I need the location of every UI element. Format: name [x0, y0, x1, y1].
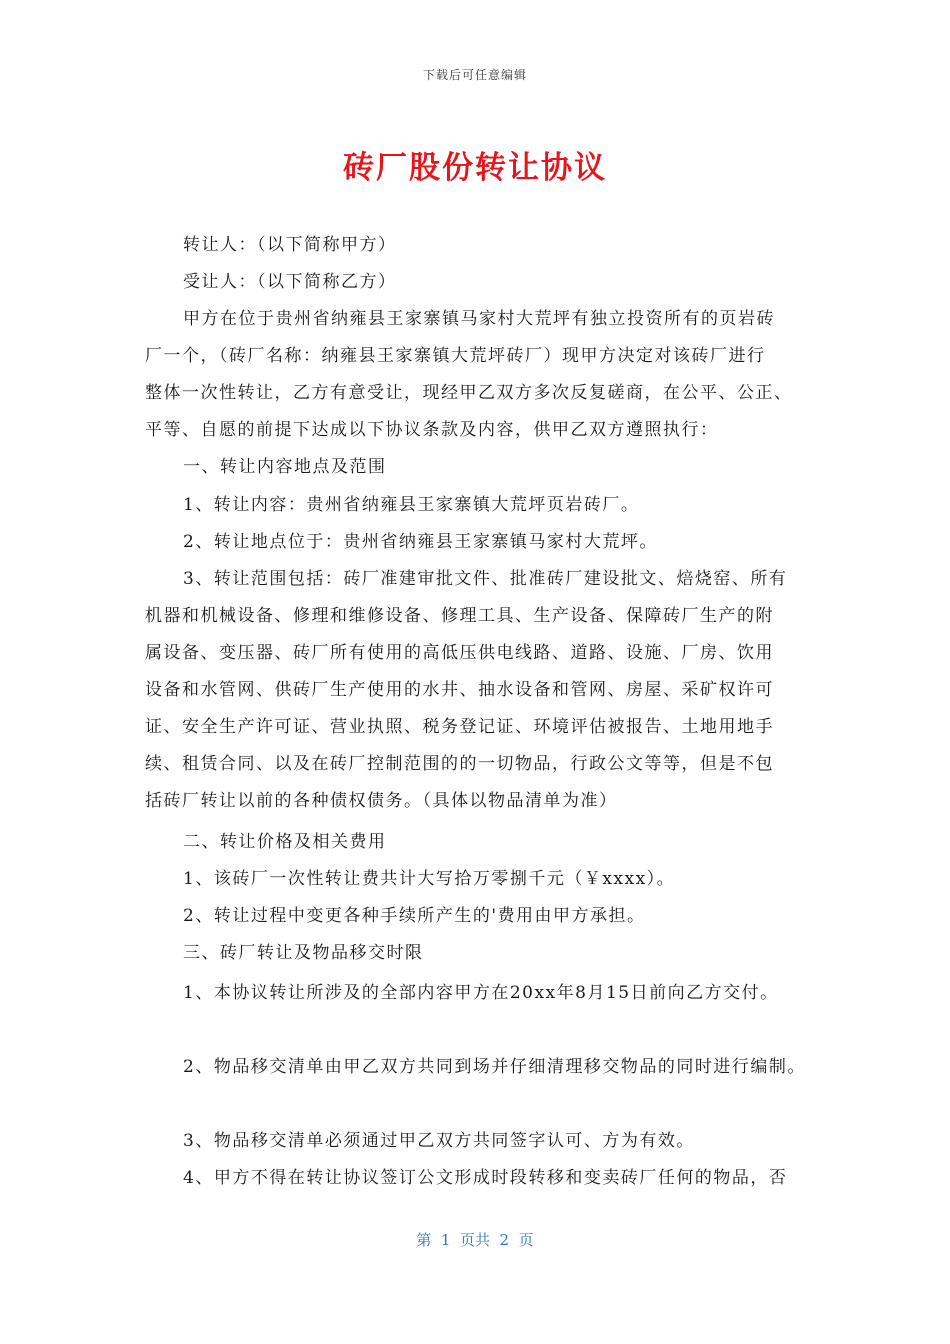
section-heading-3: 三、砖厂转让及物品移交时限: [183, 943, 424, 963]
clause-3-2: 2、物品移交清单由甲乙双方共同到场并仔细清理移交物品的同时进行编制。: [183, 1057, 806, 1077]
paragraph-line: 甲方在位于贵州省纳雍县王家寨镇马家村大荒坪有独立投资所有的页岩砖: [183, 309, 775, 329]
clause-3-3: 3、物品移交清单必须通过甲乙双方共同签字认可、方为有效。: [183, 1131, 695, 1151]
clause-1-2: 2、转让地点位于：贵州省纳雍县王家寨镇马家村大荒坪。: [183, 532, 658, 552]
section-heading-1: 一、转让内容地点及范围: [183, 457, 387, 477]
clause-2-1: 1、该砖厂一次性转让费共计大写拾万零捌千元（￥xxxx）。: [183, 869, 676, 889]
clause-1-1: 1、转让内容：贵州省纳雍县王家寨镇大荒坪页岩砖厂。: [183, 495, 640, 515]
clause-3-4: 4、甲方不得在转让协议签订公文形成时段转移和变卖砖厂任何的物品，否: [183, 1168, 788, 1188]
paragraph-line: 续、租赁合同、以及在砖厂控制范围的的一切物品，行政公文等等，但是不包: [145, 754, 774, 774]
paragraph-line: 属设备、变压器、砖厂所有使用的高低压供电线路、道路、设施、厂房、饮用: [145, 643, 774, 663]
paragraph-line: 厂一个，（砖厂名称：纳雍县王家寨镇大荒坪砖厂）现甲方决定对该砖厂进行: [145, 346, 766, 366]
clause-1-3: 3、转让范围包括：砖厂准建审批文件、批准砖厂建设批文、焙烧窑、所有: [183, 569, 788, 589]
paragraph-line: 证、安全生产许可证、营业执照、税务登记证、环境评估被报告、土地用地手: [145, 717, 774, 737]
document-title: 砖厂股份转让协议: [343, 150, 607, 186]
paragraph-line: 括砖厂转让以前的各种债权债务。（具体以物品清单为准）: [145, 791, 618, 811]
paragraph-line: 平等、自愿的前提下达成以下协议条款及内容，供甲乙双方遵照执行：: [145, 420, 719, 440]
transferee-line: 受让人：（以下简称乙方）: [183, 272, 397, 292]
section-heading-2: 二、转让价格及相关费用: [183, 832, 387, 852]
paragraph-line: 整体一次性转让，乙方有意受让，现经甲乙双方多次反复磋商，在公平、公正、: [145, 383, 793, 403]
clause-3-1: 1、本协议转让所涉及的全部内容甲方在20xx年8月15日前向乙方交付。: [183, 983, 779, 1003]
page-number-footer: 第 1 页共 2 页: [416, 1231, 534, 1249]
transferor-line: 转让人：（以下简称甲方）: [183, 235, 397, 255]
clause-2-2: 2、转让过程中变更各种手续所产生的'费用由甲方承担。: [183, 906, 646, 926]
page-header-note: 下载后可任意编辑: [422, 68, 527, 82]
paragraph-line: 机器和机械设备、修理和维修设备、修理工具、生产设备、保障砖厂生产的附: [145, 606, 774, 626]
paragraph-line: 设备和水管网、供砖厂生产使用的水井、抽水设备和管网、房屋、采矿权许可: [145, 680, 774, 700]
